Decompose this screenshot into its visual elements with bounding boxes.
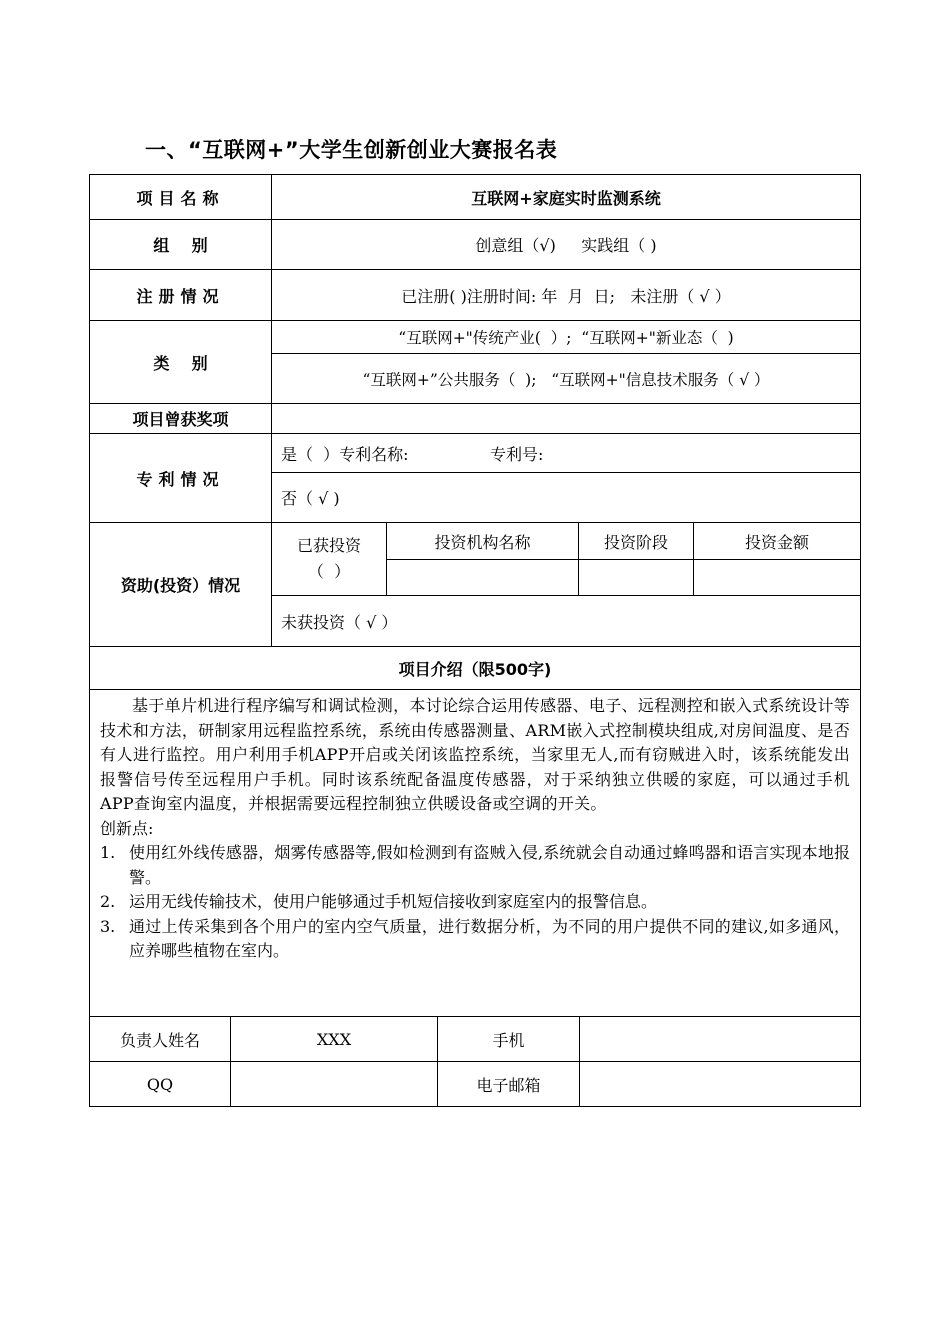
qq-label: QQ — [89, 1061, 231, 1107]
category-line-2[interactable]: “互联网+”公共服务（ ); “互联网+"信息技术服务（ √ ） — [271, 353, 861, 404]
funding-label: 资助(投资）情况 — [89, 522, 272, 647]
group-label: 组 别 — [89, 219, 272, 270]
list-item — [100, 841, 850, 890]
project-name-label: 项目名称 — [89, 174, 272, 220]
funding-amount-value[interactable] — [693, 559, 861, 596]
category-label: 类 别 — [89, 320, 272, 404]
list-item — [100, 890, 850, 915]
list-item-text: 使用红外线传感器，烟雾传感器等,假如检测到有盗贼入侵,系统就会自动通过蜂鸣器和语言实现本地报警。 — [129, 843, 850, 887]
page-title: 一、“互联网+”大学生创新创业大赛报名表 — [145, 138, 558, 162]
project-name-value[interactable]: 互联网+家庭实时监测系统 — [271, 174, 861, 220]
funding-org-value[interactable] — [386, 559, 579, 596]
list-item — [100, 915, 850, 964]
leader-name-value[interactable]: XXX — [230, 1016, 438, 1062]
intro-paragraph: 基于单片机进行程序编写和调试检测，本讨论综合运用传感器、电子、远程测控和嵌入式系统设计等技术和方法，研制家用远程监控系统，系统由传感器测量、ARM嵌入式控制模块组成,对房间温度、是否有人进行监控。用户利用手机APP开启或关闭该监控系统，当家里无人,而有窃贼进入时，该系统能发出报警信号传至远程用户手机。同时该系统配备温度传感器，对于采纳独立供暖的家庭，可以通过手机APP查询室内温度，并根据需要远程控制独立供暖设备或空调的开关。 — [100, 696, 850, 813]
invested-label: 已获投资 — [296, 536, 361, 555]
patent-label: 专利情况 — [89, 433, 272, 523]
phone-label: 手机 — [437, 1016, 580, 1062]
innovation-label: 创新点: — [100, 818, 154, 838]
awards-label: 项目曾获奖项 — [89, 403, 272, 434]
invested-cell[interactable] — [271, 522, 387, 596]
group-value[interactable]: 创意组（√) 实践组（ ) — [271, 219, 861, 270]
funding-col-stage: 投资阶段 — [578, 522, 694, 560]
list-item-text: 运用无线传输技术，使用户能够通过手机短信接收到家庭室内的报警信息。 — [129, 892, 658, 911]
intro-heading: 项目介绍（限500字) — [89, 646, 861, 690]
funding-col-amount: 投资金额 — [693, 522, 861, 560]
funding-stage-value[interactable] — [578, 559, 694, 596]
awards-value[interactable] — [271, 403, 861, 434]
invested-paren: （ ） — [307, 562, 351, 581]
patent-no-line[interactable]: 否（ √ ) — [271, 472, 861, 523]
not-invested-line[interactable]: 未获投资（ √ ） — [271, 595, 861, 647]
leader-name-label: 负责人姓名 — [89, 1016, 231, 1062]
list-item-text: 通过上传采集到各个用户的室内空气质量，进行数据分析，为不同的用户提供不同的建议,如多通风，应养哪些植物在室内。 — [129, 916, 850, 960]
registration-value[interactable]: 已注册( )注册时间: 年 月 日; 未注册（ √ ） — [271, 269, 861, 321]
registration-label: 注册情况 — [89, 269, 272, 321]
qq-value[interactable] — [230, 1061, 438, 1107]
category-line-1[interactable]: “互联网+"传统产业( ）; “互联网+"新业态（ ) — [271, 320, 861, 354]
phone-value[interactable] — [579, 1016, 861, 1062]
email-value[interactable] — [579, 1061, 861, 1107]
intro-body[interactable] — [89, 689, 861, 1017]
patent-yes-line[interactable]: 是（ ）专利名称: 专利号: — [271, 433, 861, 473]
list-item-number: 2. — [100, 892, 116, 911]
funding-col-org: 投资机构名称 — [386, 522, 579, 560]
list-item-number: 1. — [100, 843, 116, 862]
email-label: 电子邮箱 — [437, 1061, 580, 1107]
list-item-number: 3. — [100, 916, 116, 936]
